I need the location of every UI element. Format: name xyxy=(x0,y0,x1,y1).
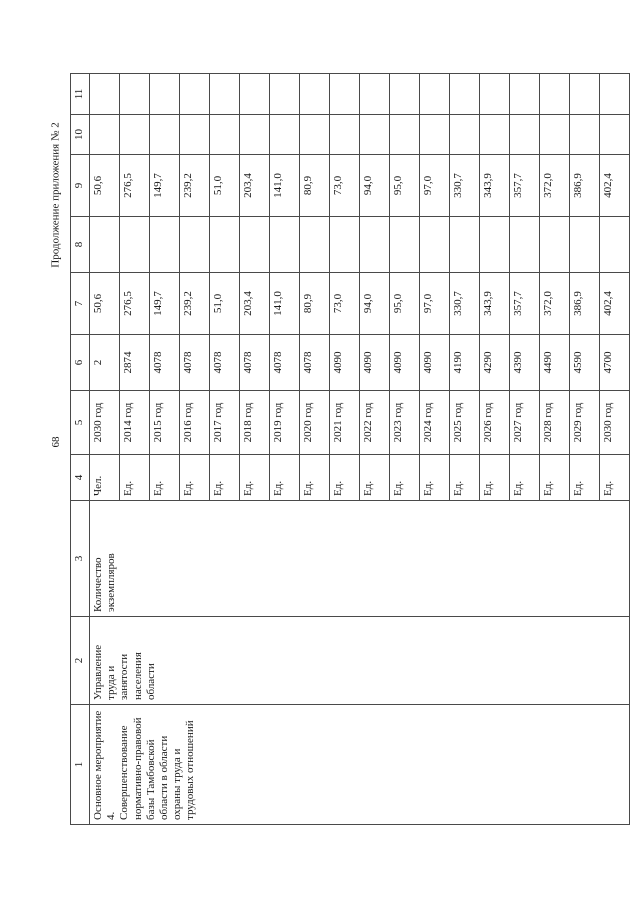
cell-c10 xyxy=(180,115,210,155)
cell-c6: 2874 xyxy=(120,335,150,391)
cell-c9: 372,0 xyxy=(540,155,570,217)
cell-c7: 343,9 xyxy=(480,273,510,335)
cell-unit: Ед. xyxy=(120,455,150,501)
cell-year: 2014 год xyxy=(120,391,150,455)
cell-c9: 330,7 xyxy=(450,155,480,217)
table-body xyxy=(71,74,630,825)
cell-c7: 95,0 xyxy=(390,273,420,335)
appendix-title-text: Продолжение приложения № 2 xyxy=(50,122,62,268)
cell-c8 xyxy=(90,217,120,273)
cell-c10 xyxy=(240,115,270,155)
cell-c8 xyxy=(180,217,210,273)
cell-year: 2030 год xyxy=(600,391,630,455)
cell-unit: Ед. xyxy=(420,455,450,501)
col-number-5: 5 xyxy=(71,391,90,455)
cell-c7: 276,5 xyxy=(120,273,150,335)
cell-c6: 4190 xyxy=(450,335,480,391)
cell-c7: 51,0 xyxy=(210,273,240,335)
executor-cell: Управление труда и занятости населения области xyxy=(90,617,630,705)
cell-c10 xyxy=(480,115,510,155)
cell-unit: Чел. xyxy=(90,455,120,501)
cell-c9: 97,0 xyxy=(420,155,450,217)
col-number-4: 4 xyxy=(71,455,90,501)
cell-c7: 372,0 xyxy=(540,273,570,335)
cell-year: 2018 год xyxy=(240,391,270,455)
cell-c9: 386,9 xyxy=(570,155,600,217)
cell-c8 xyxy=(420,217,450,273)
cell-c9: 73,0 xyxy=(330,155,360,217)
cell-c10 xyxy=(330,115,360,155)
cell-c10 xyxy=(510,115,540,155)
cell-unit: Ед. xyxy=(540,455,570,501)
cell-unit: Ед. xyxy=(390,455,420,501)
cell-c8 xyxy=(300,217,330,273)
col-number-9: 9 xyxy=(71,155,90,217)
cell-c11 xyxy=(300,74,330,115)
col-number-6: 6 xyxy=(71,335,90,391)
cell-unit: Ед. xyxy=(210,455,240,501)
cell-c9: 95,0 xyxy=(390,155,420,217)
cell-c10 xyxy=(390,115,420,155)
cell-c10 xyxy=(150,115,180,155)
column-number-row xyxy=(71,74,90,825)
cell-c7: 330,7 xyxy=(450,273,480,335)
cell-c8 xyxy=(360,217,390,273)
cell-c10 xyxy=(540,115,570,155)
cell-c8 xyxy=(240,217,270,273)
cell-year: 2022 год xyxy=(360,391,390,455)
cell-unit: Ед. xyxy=(270,455,300,501)
cell-c11 xyxy=(360,74,390,115)
cell-c6: 4090 xyxy=(360,335,390,391)
cell-c8 xyxy=(270,217,300,273)
cell-c8 xyxy=(330,217,360,273)
cell-c10 xyxy=(210,115,240,155)
cell-unit: Ед. xyxy=(360,455,390,501)
cell-c9: 239,2 xyxy=(180,155,210,217)
cell-c6: 4078 xyxy=(300,335,330,391)
cell-c11 xyxy=(330,74,360,115)
cell-c9: 94,0 xyxy=(360,155,390,217)
cell-c6: 4090 xyxy=(420,335,450,391)
cell-c8 xyxy=(150,217,180,273)
cell-c7: 97,0 xyxy=(420,273,450,335)
cell-year: 2015 год xyxy=(150,391,180,455)
cell-c8 xyxy=(540,217,570,273)
cell-c6: 4078 xyxy=(210,335,240,391)
col-number-11: 11 xyxy=(71,74,90,115)
cell-year: 2026 год xyxy=(480,391,510,455)
cell-c6: 4290 xyxy=(480,335,510,391)
cell-c11 xyxy=(270,74,300,115)
cell-c11 xyxy=(510,74,540,115)
cell-c6: 4090 xyxy=(390,335,420,391)
col-number-10: 10 xyxy=(71,115,90,155)
cell-c11 xyxy=(420,74,450,115)
cell-unit: Ед. xyxy=(570,455,600,501)
appendix-title xyxy=(44,80,68,310)
cell-c6: 4090 xyxy=(330,335,360,391)
cell-c11 xyxy=(240,74,270,115)
cell-unit: Ед. xyxy=(510,455,540,501)
cell-c11 xyxy=(180,74,210,115)
cell-unit: Ед. xyxy=(150,455,180,501)
cell-unit: Ед. xyxy=(480,455,510,501)
cell-unit: Ед. xyxy=(450,455,480,501)
cell-c9: 357,7 xyxy=(510,155,540,217)
cell-year: 2024 год xyxy=(420,391,450,455)
cell-year: 2019 год xyxy=(270,391,300,455)
cell-c11 xyxy=(390,74,420,115)
cell-c8 xyxy=(120,217,150,273)
cell-c7: 357,7 xyxy=(510,273,540,335)
cell-unit: Ед. xyxy=(240,455,270,501)
cell-c8 xyxy=(570,217,600,273)
cell-c7: 94,0 xyxy=(360,273,390,335)
cell-c7: 402,4 xyxy=(600,273,630,335)
cell-c10 xyxy=(90,115,120,155)
cell-c6: 4078 xyxy=(150,335,180,391)
cell-c11 xyxy=(540,74,570,115)
indicator-cell: Количество экземпляров xyxy=(90,501,630,617)
cell-year: 2029 год xyxy=(570,391,600,455)
cell-c11 xyxy=(120,74,150,115)
col-number-8: 8 xyxy=(71,217,90,273)
cell-c10 xyxy=(420,115,450,155)
cell-year: 2025 год xyxy=(450,391,480,455)
cell-c9: 203,4 xyxy=(240,155,270,217)
cell-c10 xyxy=(570,115,600,155)
cell-year: 2027 год xyxy=(510,391,540,455)
cell-c7: 141,0 xyxy=(270,273,300,335)
cell-year: 2020 год xyxy=(300,391,330,455)
cell-year: 2028 год xyxy=(540,391,570,455)
page-number: 68 xyxy=(50,436,62,448)
cell-c7: 149,7 xyxy=(150,273,180,335)
cell-unit: Ед. xyxy=(330,455,360,501)
cell-c7: 73,0 xyxy=(330,273,360,335)
cell-c7: 386,9 xyxy=(570,273,600,335)
cell-c11 xyxy=(480,74,510,115)
cell-c11 xyxy=(450,74,480,115)
cell-c7: 239,2 xyxy=(180,273,210,335)
cell-c9: 276,5 xyxy=(120,155,150,217)
table-row xyxy=(90,74,120,825)
cell-c6: 4390 xyxy=(510,335,540,391)
cell-c6: 4490 xyxy=(540,335,570,391)
cell-c9: 51,0 xyxy=(210,155,240,217)
cell-c10 xyxy=(600,115,630,155)
cell-unit: Ед. xyxy=(180,455,210,501)
cell-c10 xyxy=(300,115,330,155)
program-table xyxy=(70,73,630,825)
col-number-1: 1 xyxy=(71,705,90,825)
cell-year: 2030 год xyxy=(90,391,120,455)
cell-c9: 149,7 xyxy=(150,155,180,217)
cell-c11 xyxy=(90,74,120,115)
cell-c11 xyxy=(600,74,630,115)
cell-year: 2017 год xyxy=(210,391,240,455)
cell-c9: 343,9 xyxy=(480,155,510,217)
cell-c9: 141,0 xyxy=(270,155,300,217)
document-table-container xyxy=(70,74,630,825)
cell-c6: 4700 xyxy=(600,335,630,391)
cell-c7: 50,6 xyxy=(90,273,120,335)
cell-c6: 2 xyxy=(90,335,120,391)
cell-c8 xyxy=(510,217,540,273)
cell-c7: 203,4 xyxy=(240,273,270,335)
cell-c11 xyxy=(210,74,240,115)
cell-c11 xyxy=(570,74,600,115)
cell-c6: 4590 xyxy=(570,335,600,391)
cell-c6: 4078 xyxy=(180,335,210,391)
measure-name-cell: Основное мероприятие 4. Совершенствование нормативно-правовой базы Тамбовской области в области охраны труда и трудовых отношений xyxy=(90,705,630,825)
cell-c9: 50,6 xyxy=(90,155,120,217)
cell-c10 xyxy=(120,115,150,155)
cell-c6: 4078 xyxy=(240,335,270,391)
cell-c8 xyxy=(390,217,420,273)
cell-unit: Ед. xyxy=(600,455,630,501)
cell-unit: Ед. xyxy=(300,455,330,501)
cell-c8 xyxy=(480,217,510,273)
cell-year: 2016 год xyxy=(180,391,210,455)
cell-c10 xyxy=(360,115,390,155)
col-number-2: 2 xyxy=(71,617,90,705)
col-number-7: 7 xyxy=(71,273,90,335)
col-number-3: 3 xyxy=(71,501,90,617)
cell-c9: 402,4 xyxy=(600,155,630,217)
cell-year: 2023 год xyxy=(390,391,420,455)
cell-c8 xyxy=(600,217,630,273)
cell-c10 xyxy=(270,115,300,155)
cell-c7: 80,9 xyxy=(300,273,330,335)
cell-year: 2021 год xyxy=(330,391,360,455)
cell-c8 xyxy=(450,217,480,273)
cell-c8 xyxy=(210,217,240,273)
cell-c6: 4078 xyxy=(270,335,300,391)
cell-c11 xyxy=(150,74,180,115)
cell-c10 xyxy=(450,115,480,155)
cell-c9: 80,9 xyxy=(300,155,330,217)
